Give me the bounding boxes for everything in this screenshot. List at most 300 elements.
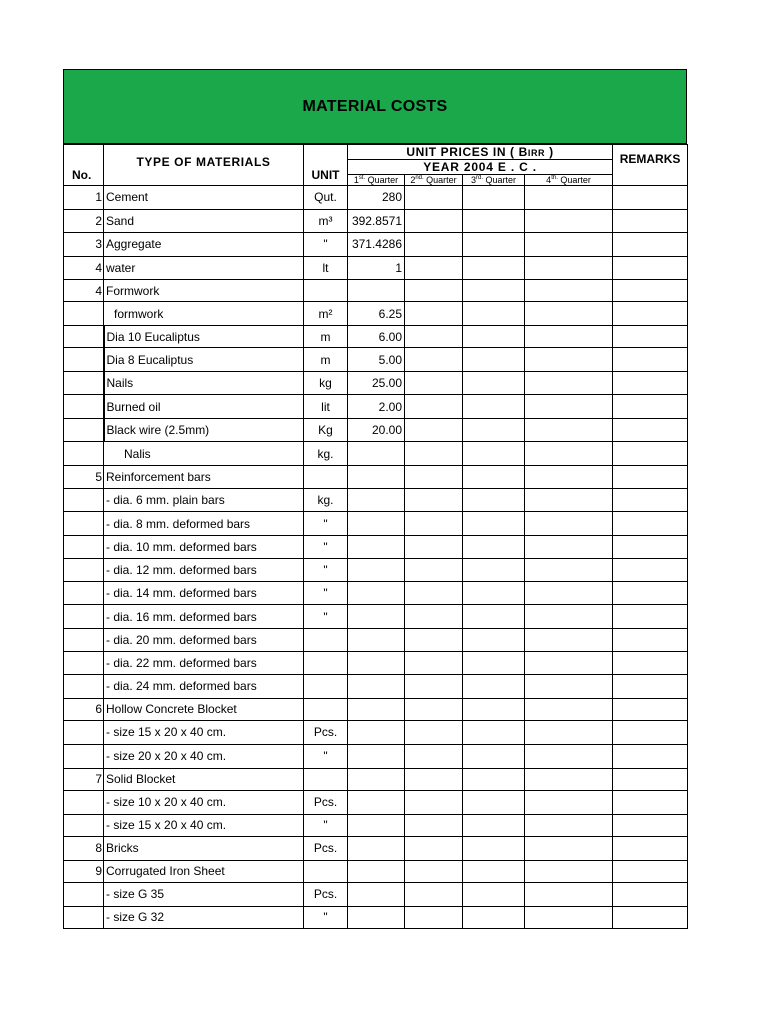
table-row [64, 906, 688, 929]
cell-material: Hollow Concrete Blocket [104, 698, 304, 721]
cell-unit: " [304, 814, 348, 837]
cell-remarks [613, 674, 688, 698]
header-remarks [613, 145, 688, 186]
cell-q1-price: 20.00 [348, 418, 405, 442]
cell-q4-price [525, 512, 613, 536]
cell-remarks [613, 744, 688, 768]
cell-material: Dia 8 Eucaliptus [104, 348, 304, 372]
cell-no [64, 721, 104, 745]
cell-unit: lit [304, 395, 348, 419]
material-cost-sheet [63, 69, 687, 929]
table-row [64, 814, 688, 837]
cell-q1-price: 5.00 [348, 348, 405, 372]
cell-material: Nails [104, 371, 304, 395]
cell-q1-price: 280 [348, 186, 405, 210]
cell-no: 3 [64, 233, 104, 257]
cell-q3-price [463, 628, 525, 652]
cell-q2-price [405, 466, 463, 489]
table-row [64, 582, 688, 605]
cell-no [64, 395, 104, 419]
cell-remarks [613, 768, 688, 791]
cell-q3-price [463, 860, 525, 883]
table-row [64, 558, 688, 582]
cell-material: - size 10 x 20 x 40 cm. [104, 791, 304, 815]
cell-q2-price [405, 814, 463, 837]
cell-no [64, 906, 104, 929]
cell-unit: Pcs. [304, 721, 348, 745]
cell-q2-price [405, 860, 463, 883]
cell-no: 2 [64, 209, 104, 233]
cell-material: - dia. 22 mm. deformed bars [104, 652, 304, 674]
cell-remarks [613, 837, 688, 861]
cell-q4-price [525, 744, 613, 768]
cell-q4-price [525, 395, 613, 419]
cell-no [64, 628, 104, 652]
quarter-label: Quarter [483, 175, 517, 185]
cell-remarks [613, 791, 688, 815]
cell-unit: Pcs. [304, 837, 348, 861]
cell-q3-price [463, 466, 525, 489]
cell-material: - dia. 12 mm. deformed bars [104, 558, 304, 582]
cell-unit [304, 674, 348, 698]
cell-unit [304, 652, 348, 674]
cell-no: 8 [64, 837, 104, 861]
cell-no: 1 [64, 186, 104, 210]
cell-remarks [613, 442, 688, 466]
cell-q4-price [525, 371, 613, 395]
page-title: MATERIAL COSTS [302, 97, 448, 115]
cell-q4-price [525, 906, 613, 929]
cell-q2-price [405, 256, 463, 280]
cell-unit: m [304, 326, 348, 348]
cell-remarks [613, 348, 688, 372]
table-row [64, 466, 688, 489]
cell-material: formwork [104, 302, 304, 326]
cell-no [64, 814, 104, 837]
cell-material: - dia. 20 mm. deformed bars [104, 628, 304, 652]
cell-no [64, 512, 104, 536]
cell-material: - size G 32 [104, 906, 304, 929]
cell-q3-price [463, 558, 525, 582]
table-row [64, 512, 688, 536]
quarter-suffix: th. [551, 175, 558, 181]
cell-q1-price [348, 883, 405, 907]
cell-unit: m² [304, 302, 348, 326]
cell-unit [304, 466, 348, 489]
cell-q2-price [405, 768, 463, 791]
cell-remarks [613, 418, 688, 442]
cell-q2-price [405, 744, 463, 768]
cell-remarks [613, 628, 688, 652]
cell-material: Corrugated Iron Sheet [104, 860, 304, 883]
cell-q1-price [348, 442, 405, 466]
cell-q3-price [463, 906, 525, 929]
cell-material: - size 15 x 20 x 40 cm. [104, 721, 304, 745]
cell-q4-price [525, 860, 613, 883]
quarter-label: Quarter [423, 175, 457, 185]
cell-q1-price [348, 721, 405, 745]
cell-remarks [613, 605, 688, 629]
cell-unit: m³ [304, 209, 348, 233]
cell-q4-price [525, 186, 613, 210]
cell-q2-price [405, 582, 463, 605]
cell-q1-price [348, 605, 405, 629]
cell-no [64, 791, 104, 815]
cell-unit: Kg [304, 418, 348, 442]
cell-material: Aggregate [104, 233, 304, 257]
cell-q4-price [525, 837, 613, 861]
cell-q2-price [405, 326, 463, 348]
cell-q1-price [348, 837, 405, 861]
cell-q2-price [405, 698, 463, 721]
cell-q2-price [405, 371, 463, 395]
cell-q3-price [463, 512, 525, 536]
cell-remarks [613, 256, 688, 280]
table-row [64, 883, 688, 907]
cell-material: Formwork [104, 280, 304, 302]
cell-no [64, 558, 104, 582]
cell-unit: " [304, 535, 348, 558]
title-banner [63, 69, 687, 144]
cell-no [64, 418, 104, 442]
quarter-suffix: nd. [415, 175, 424, 181]
quarter-number: 3 [470, 175, 476, 185]
cell-remarks [613, 582, 688, 605]
header-unit-prices [348, 145, 613, 160]
prices-prefix: UNIT PRICES IN ( [406, 145, 515, 159]
cell-remarks [613, 302, 688, 326]
cell-q4-price [525, 302, 613, 326]
cell-remarks [613, 721, 688, 745]
cell-q3-price [463, 883, 525, 907]
cell-no: 5 [64, 466, 104, 489]
cell-q1-price [348, 558, 405, 582]
cell-q1-price [348, 466, 405, 489]
cell-q3-price [463, 395, 525, 419]
cell-q2-price [405, 906, 463, 929]
cell-material: Reinforcement bars [104, 466, 304, 489]
cell-q3-price [463, 186, 525, 210]
cell-q3-price [463, 326, 525, 348]
cell-unit: " [304, 582, 348, 605]
cell-q2-price [405, 512, 463, 536]
cell-material: Sand [104, 209, 304, 233]
cell-q4-price [525, 233, 613, 257]
header-year: YEAR 2004 E . C . [348, 160, 613, 175]
cell-q4-price [525, 466, 613, 489]
cell-no [64, 371, 104, 395]
cell-remarks [613, 883, 688, 907]
cell-remarks [613, 233, 688, 257]
material-cost-table [63, 144, 688, 929]
cell-q3-price [463, 814, 525, 837]
cell-q3-price [463, 371, 525, 395]
cell-q1-price [348, 674, 405, 698]
cell-q1-price [348, 791, 405, 815]
cell-material: Burned oil [104, 395, 304, 419]
cell-q4-price [525, 535, 613, 558]
table-row [64, 418, 688, 442]
table-row [64, 860, 688, 883]
cell-q1-price: 6.00 [348, 326, 405, 348]
table-row [64, 348, 688, 372]
header-type [104, 145, 304, 186]
cell-q2-price [405, 442, 463, 466]
cell-q1-price [348, 814, 405, 837]
cell-q4-price [525, 674, 613, 698]
cell-unit [304, 280, 348, 302]
cell-remarks [613, 652, 688, 674]
cell-no [64, 883, 104, 907]
cell-no: 4 [64, 256, 104, 280]
cell-q1-price [348, 860, 405, 883]
cell-q3-price [463, 652, 525, 674]
table-row [64, 628, 688, 652]
cell-q2-price [405, 628, 463, 652]
cell-q2-price [405, 280, 463, 302]
table-row [64, 605, 688, 629]
cell-unit: Pcs. [304, 791, 348, 815]
cell-no: 9 [64, 860, 104, 883]
cell-unit [304, 768, 348, 791]
cell-material: - dia. 16 mm. deformed bars [104, 605, 304, 629]
cell-q2-price [405, 302, 463, 326]
cell-q3-price [463, 605, 525, 629]
cell-q3-price [463, 721, 525, 745]
cell-no [64, 744, 104, 768]
cell-unit: kg. [304, 442, 348, 466]
cell-q4-price [525, 652, 613, 674]
cell-unit: " [304, 605, 348, 629]
cell-remarks [613, 906, 688, 929]
table-row [64, 535, 688, 558]
cell-material: - dia. 14 mm. deformed bars [104, 582, 304, 605]
table-row [64, 395, 688, 419]
cell-material: water [104, 256, 304, 280]
cell-material: Solid Blocket [104, 768, 304, 791]
table-row [64, 698, 688, 721]
cell-unit: m [304, 348, 348, 372]
cell-q1-price: 2.00 [348, 395, 405, 419]
cell-q2-price [405, 418, 463, 442]
cell-material: - dia. 10 mm. deformed bars [104, 535, 304, 558]
cell-q1-price [348, 535, 405, 558]
cell-q4-price [525, 721, 613, 745]
cell-no [64, 652, 104, 674]
table-row [64, 209, 688, 233]
cell-q2-price [405, 652, 463, 674]
cell-q2-price [405, 721, 463, 745]
table-row [64, 326, 688, 348]
cell-q1-price: 1 [348, 256, 405, 280]
cell-q4-price [525, 768, 613, 791]
cell-unit: Qut. [304, 186, 348, 210]
cell-q2-price [405, 395, 463, 419]
cell-unit: kg [304, 371, 348, 395]
quarter-label: Quarter [365, 175, 399, 185]
cell-material: Bricks [104, 837, 304, 861]
cell-no [64, 674, 104, 698]
table-row [64, 371, 688, 395]
cell-remarks [613, 512, 688, 536]
cell-q4-price [525, 605, 613, 629]
cell-q2-price [405, 883, 463, 907]
cell-no: 6 [64, 698, 104, 721]
cell-q1-price [348, 582, 405, 605]
cell-unit: kg. [304, 488, 348, 512]
cell-no [64, 302, 104, 326]
cell-remarks [613, 186, 688, 210]
cell-q4-price [525, 348, 613, 372]
cell-q4-price [525, 558, 613, 582]
header-unit: UNIT [304, 145, 348, 186]
cell-q4-price [525, 442, 613, 466]
quarter-number: 1 [353, 175, 359, 185]
table-row [64, 442, 688, 466]
cell-q3-price [463, 348, 525, 372]
cell-q3-price [463, 791, 525, 815]
cell-q3-price [463, 768, 525, 791]
cell-q2-price [405, 605, 463, 629]
cell-q4-price [525, 418, 613, 442]
table-row [64, 791, 688, 815]
cell-q1-price [348, 628, 405, 652]
cell-q3-price [463, 302, 525, 326]
cell-q3-price [463, 418, 525, 442]
table-row [64, 302, 688, 326]
cell-unit: " [304, 512, 348, 536]
cell-q1-price: 25.00 [348, 371, 405, 395]
header-quarter-1 [348, 175, 405, 186]
cell-remarks [613, 860, 688, 883]
quarter-number: 2 [410, 175, 416, 185]
cell-material: - size 15 x 20 x 40 cm. [104, 814, 304, 837]
cell-q1-price [348, 488, 405, 512]
cell-q4-price [525, 698, 613, 721]
table-row [64, 837, 688, 861]
cell-q1-price [348, 698, 405, 721]
cell-unit: " [304, 558, 348, 582]
currency-initial: B [518, 145, 528, 159]
cell-q3-price [463, 488, 525, 512]
cell-q1-price [348, 768, 405, 791]
cell-no [64, 326, 104, 348]
cell-remarks [613, 698, 688, 721]
table-row [64, 233, 688, 257]
cell-q3-price [463, 674, 525, 698]
table-row [64, 674, 688, 698]
cell-material: Dia 10 Eucaliptus [104, 326, 304, 348]
table-row [64, 768, 688, 791]
quarter-suffix: rd. [475, 175, 483, 181]
cell-q3-price [463, 744, 525, 768]
cell-material: - dia. 24 mm. deformed bars [104, 674, 304, 698]
currency-rest: IRR [527, 148, 546, 158]
cell-material: Black wire (2.5mm) [104, 418, 304, 442]
cell-q3-price [463, 535, 525, 558]
cell-no [64, 488, 104, 512]
cell-q3-price [463, 582, 525, 605]
cell-q4-price [525, 883, 613, 907]
quarter-number: 4 [546, 175, 552, 185]
header-quarter-2 [405, 175, 463, 186]
cell-remarks [613, 280, 688, 302]
cell-unit: " [304, 233, 348, 257]
cell-unit: Pcs. [304, 883, 348, 907]
cell-q2-price [405, 674, 463, 698]
header-row-1 [64, 145, 688, 160]
cell-q1-price [348, 744, 405, 768]
cell-q2-price [405, 791, 463, 815]
cell-unit: " [304, 744, 348, 768]
cell-q2-price [405, 558, 463, 582]
cell-q1-price [348, 906, 405, 929]
cell-q4-price [525, 791, 613, 815]
cell-q4-price [525, 488, 613, 512]
cell-material: Cement [104, 186, 304, 210]
cell-q1-price [348, 280, 405, 302]
cell-q2-price [405, 209, 463, 233]
table-row [64, 652, 688, 674]
header-quarter-3 [463, 175, 525, 186]
table-row [64, 721, 688, 745]
header-remarks-label: REMARKS [619, 152, 681, 166]
header-no: No. [64, 145, 104, 186]
cell-q4-price [525, 628, 613, 652]
cell-unit [304, 860, 348, 883]
cell-q3-price [463, 698, 525, 721]
cell-remarks [613, 535, 688, 558]
cell-q1-price [348, 512, 405, 536]
header-type-label: TYPE OF MATERIALS [136, 155, 271, 169]
cell-material: Nalis [104, 442, 304, 466]
cell-q4-price [525, 209, 613, 233]
cell-unit: " [304, 906, 348, 929]
cell-q4-price [525, 326, 613, 348]
quarter-suffix: st. [358, 175, 366, 181]
cell-q2-price [405, 535, 463, 558]
cell-q1-price: 392.8571 [348, 209, 405, 233]
cell-q1-price [348, 652, 405, 674]
cell-q3-price [463, 837, 525, 861]
cell-no: 4 [64, 280, 104, 302]
cell-remarks [613, 395, 688, 419]
cell-remarks [613, 488, 688, 512]
cell-remarks [613, 558, 688, 582]
prices-suffix: ) [549, 145, 554, 159]
cell-q3-price [463, 209, 525, 233]
cell-no [64, 582, 104, 605]
cell-remarks [613, 209, 688, 233]
cell-material: - size 20 x 20 x 40 cm. [104, 744, 304, 768]
cell-q3-price [463, 442, 525, 466]
cell-q2-price [405, 488, 463, 512]
cell-remarks [613, 466, 688, 489]
cell-remarks [613, 371, 688, 395]
table-row [64, 280, 688, 302]
cell-no [64, 348, 104, 372]
table-row [64, 186, 688, 210]
header-quarter-4 [525, 175, 613, 186]
cell-q2-price [405, 186, 463, 210]
cell-q3-price [463, 280, 525, 302]
cell-unit: lt [304, 256, 348, 280]
cell-no [64, 442, 104, 466]
table-row [64, 744, 688, 768]
cell-remarks [613, 326, 688, 348]
cell-q3-price [463, 256, 525, 280]
cell-q2-price [405, 233, 463, 257]
